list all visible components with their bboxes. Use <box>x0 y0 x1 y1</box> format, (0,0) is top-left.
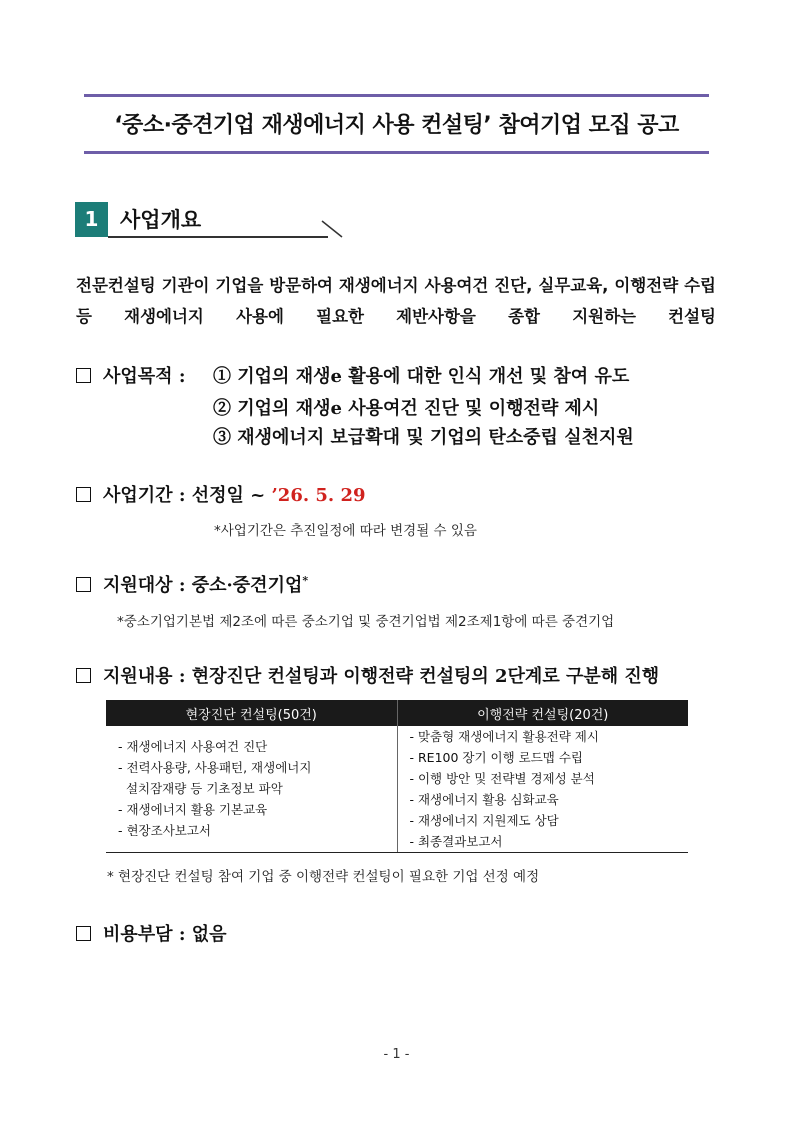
list-item: - 재생에너지 활용 기본교육 <box>118 802 268 817</box>
section-underline <box>108 236 328 238</box>
purpose-item-1: ① 기업의 재생e 활용에 대한 인식 개선 및 참여 유도 <box>213 366 630 387</box>
target-footnote-mark: * <box>302 574 309 587</box>
table-header-diagnosis: 현장진단 컨설팅(50건) <box>106 700 397 726</box>
target-label: 지원대상 : <box>103 575 186 596</box>
cost-value: 없음 <box>191 924 227 945</box>
title-bottom-rule <box>84 151 709 154</box>
list-item: 설치잠재량 등 기초정보 파악 <box>118 781 283 796</box>
target-value: 중소·중견기업 <box>191 575 303 596</box>
table-cell-strategy <box>397 726 688 853</box>
list-item: - 현장조사보고서 <box>118 823 212 838</box>
list-item: - 맞춤형 재생에너지 활용전략 제시 <box>409 729 599 744</box>
table-header-strategy: 이행전략 컨설팅(20건) <box>397 700 688 726</box>
period-note: *사업기간은 추진일정에 따라 변경될 수 있음 <box>214 523 477 539</box>
checkbox-icon <box>76 577 91 592</box>
table-cell-diagnosis <box>106 726 397 853</box>
support-table <box>106 700 688 853</box>
page-title: ‘중소·중견기업 재생에너지 사용 컨설팅’ 참여기업 모집 공고 <box>114 113 679 138</box>
purpose-item-3: ③ 재생에너지 보급확대 및 기업의 탄소중립 실천지원 <box>213 427 634 448</box>
checkbox-icon <box>76 487 91 502</box>
cost-row <box>76 920 227 946</box>
list-item: - 재생에너지 사용여건 진단 <box>118 739 268 754</box>
checkbox-icon <box>76 926 91 941</box>
section-title: 사업개요 <box>120 208 202 232</box>
section-number-badge: 1 <box>75 202 108 237</box>
checkbox-icon <box>76 668 91 683</box>
content-note: * 현장진단 컨설팅 참여 기업 중 이행전략 컨설팅이 필요한 기업 선정 예정 <box>107 869 540 885</box>
period-label: 사업기간 : <box>103 485 186 506</box>
period-row <box>76 481 366 507</box>
content-value: 현장진단 컨설팅과 이행전략 컨설팅의 2단계로 구분해 진행 <box>191 666 660 687</box>
purpose-row <box>76 362 185 388</box>
cost-label: 비용부담 : <box>103 924 186 945</box>
title-top-rule <box>84 94 709 97</box>
purpose-label: 사업목적 : <box>103 366 186 387</box>
period-end-date: ’26. 5. 29 <box>271 485 366 506</box>
target-row <box>76 571 308 597</box>
section-underline-tail <box>318 219 346 239</box>
list-item: - RE100 장기 이행 로드맵 수립 <box>409 750 583 765</box>
list-item: - 재생에너지 지원제도 상담 <box>409 813 559 828</box>
list-item: - 전력사용량, 사용패턴, 재생에너지 <box>118 760 312 775</box>
target-note: *중소기업기본법 제2조에 따른 중소기업 및 중견기업법 제2조제1항에 따른 중견기업 <box>117 614 615 630</box>
checkbox-icon <box>76 368 91 383</box>
purpose-item-2: ② 기업의 재생e 사용여건 진단 및 이행전략 제시 <box>213 398 600 419</box>
intro-paragraph: 전문컨설팅 기관이 기업을 방문하여 재생에너지 사용여건 진단, 실무교육, 이행전략 수립 등 재생에너지 사용에 필요한 제반사항을 종합 지원하는 컨설팅 <box>76 276 716 326</box>
list-item: - 재생에너지 활용 심화교육 <box>409 792 559 807</box>
page-number: - 1 - <box>383 1047 410 1062</box>
content-label: 지원내용 : <box>103 666 186 687</box>
content-row <box>76 662 659 688</box>
list-item: - 이행 방안 및 전략별 경제성 분석 <box>409 771 595 786</box>
period-start: 선정일 ~ <box>191 485 272 506</box>
list-item: - 최종결과보고서 <box>409 834 503 849</box>
